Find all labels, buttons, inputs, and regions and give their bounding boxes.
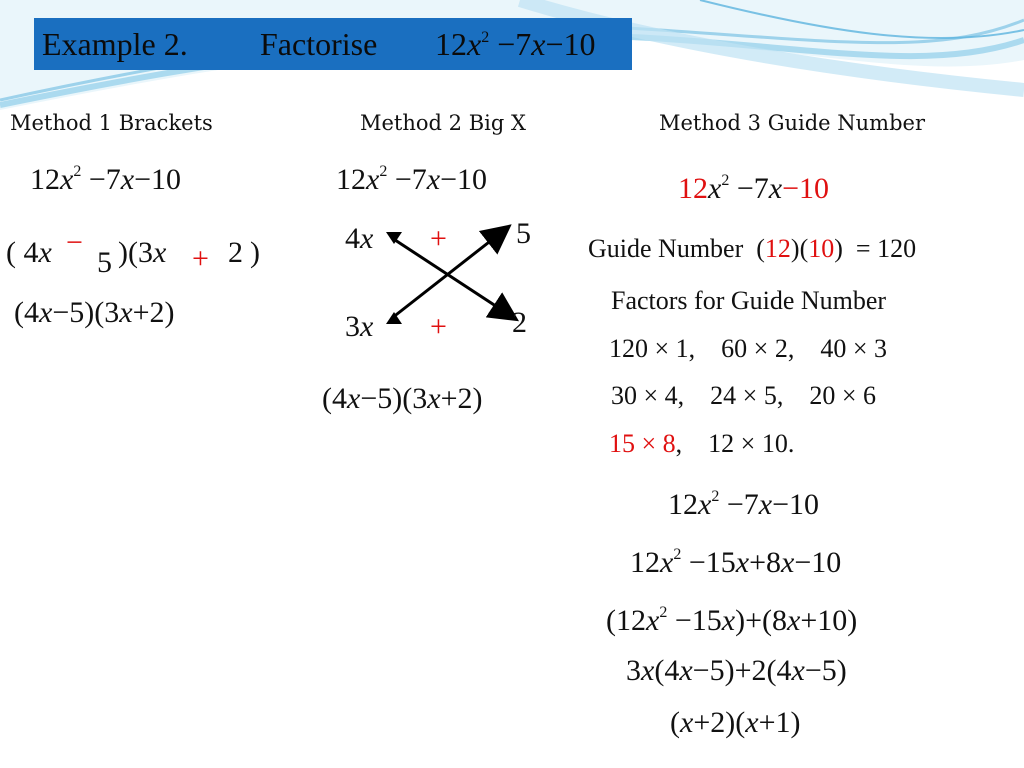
factors-row-1: 120 × 1, 60 × 2, 40 × 3 <box>609 334 887 363</box>
guide-number-line: Guide Number (12)(10) = 120 <box>588 234 917 263</box>
method1-minus-sign: − <box>66 226 83 259</box>
factors-row-2: 30 × 4, 24 × 5, 20 × 6 <box>611 381 876 410</box>
method2-bottom-sign: + <box>430 310 447 343</box>
method2-header: Method 2 Big X <box>360 111 526 135</box>
method2-top-right: 5 <box>516 217 531 250</box>
factors-title: Factors for Guide Number <box>611 286 887 315</box>
method2-top-sign: + <box>430 222 447 255</box>
method3-expression: $12x^2 -7x-10$ <box>678 172 829 205</box>
big-x-diagram <box>372 218 522 338</box>
method1-five: 5 <box>97 246 112 279</box>
cross-arrow-up <box>392 228 507 318</box>
method3-step-5: (x+2)(x+1) <box>670 706 801 739</box>
factors-row-3: 15 × 8, 12 × 10. <box>609 429 795 458</box>
title-expression: $12x^2 -7x-10$ <box>435 25 596 62</box>
method1-bracket-work: ( 4x <box>6 236 52 269</box>
method3-step-1: $12x^2 -7x-10$ <box>668 488 819 521</box>
cross-arrow-down <box>392 238 514 318</box>
method2-bottom-right: 2 <box>512 306 527 339</box>
method2-answer: (4x−5)(3x+2) <box>322 382 483 415</box>
method1-close: ) <box>250 236 260 269</box>
method2-top-left: 4x <box>345 222 374 255</box>
method2-expression: $12x^2 -7x-10$ <box>336 163 487 196</box>
slide-title <box>34 18 632 70</box>
method2-bottom-left: 3x <box>345 310 374 343</box>
method1-header: Method 1 Brackets <box>10 111 213 135</box>
method1-expression: $12x^2 -7x-10$ <box>30 163 181 196</box>
method1-two: 2 <box>228 236 243 269</box>
method1-plus-sign: + <box>192 242 209 275</box>
method3-step-2: $12x^2 -15x+8x-10$ <box>630 546 842 579</box>
method3-step-3: $(12x^2 -15x)+(8x+10)$ <box>606 604 858 637</box>
method1-answer: (4x−5)(3x+2) <box>14 296 175 329</box>
method3-header: Method 3 Guide Number <box>659 111 925 135</box>
method1-second-bracket: )(3x <box>118 236 167 269</box>
method3-step-4: 3x(4x−5)+2(4x−5) <box>626 654 847 687</box>
title-example: Example 2. <box>42 25 188 62</box>
title-verb: Factorise <box>260 25 378 62</box>
